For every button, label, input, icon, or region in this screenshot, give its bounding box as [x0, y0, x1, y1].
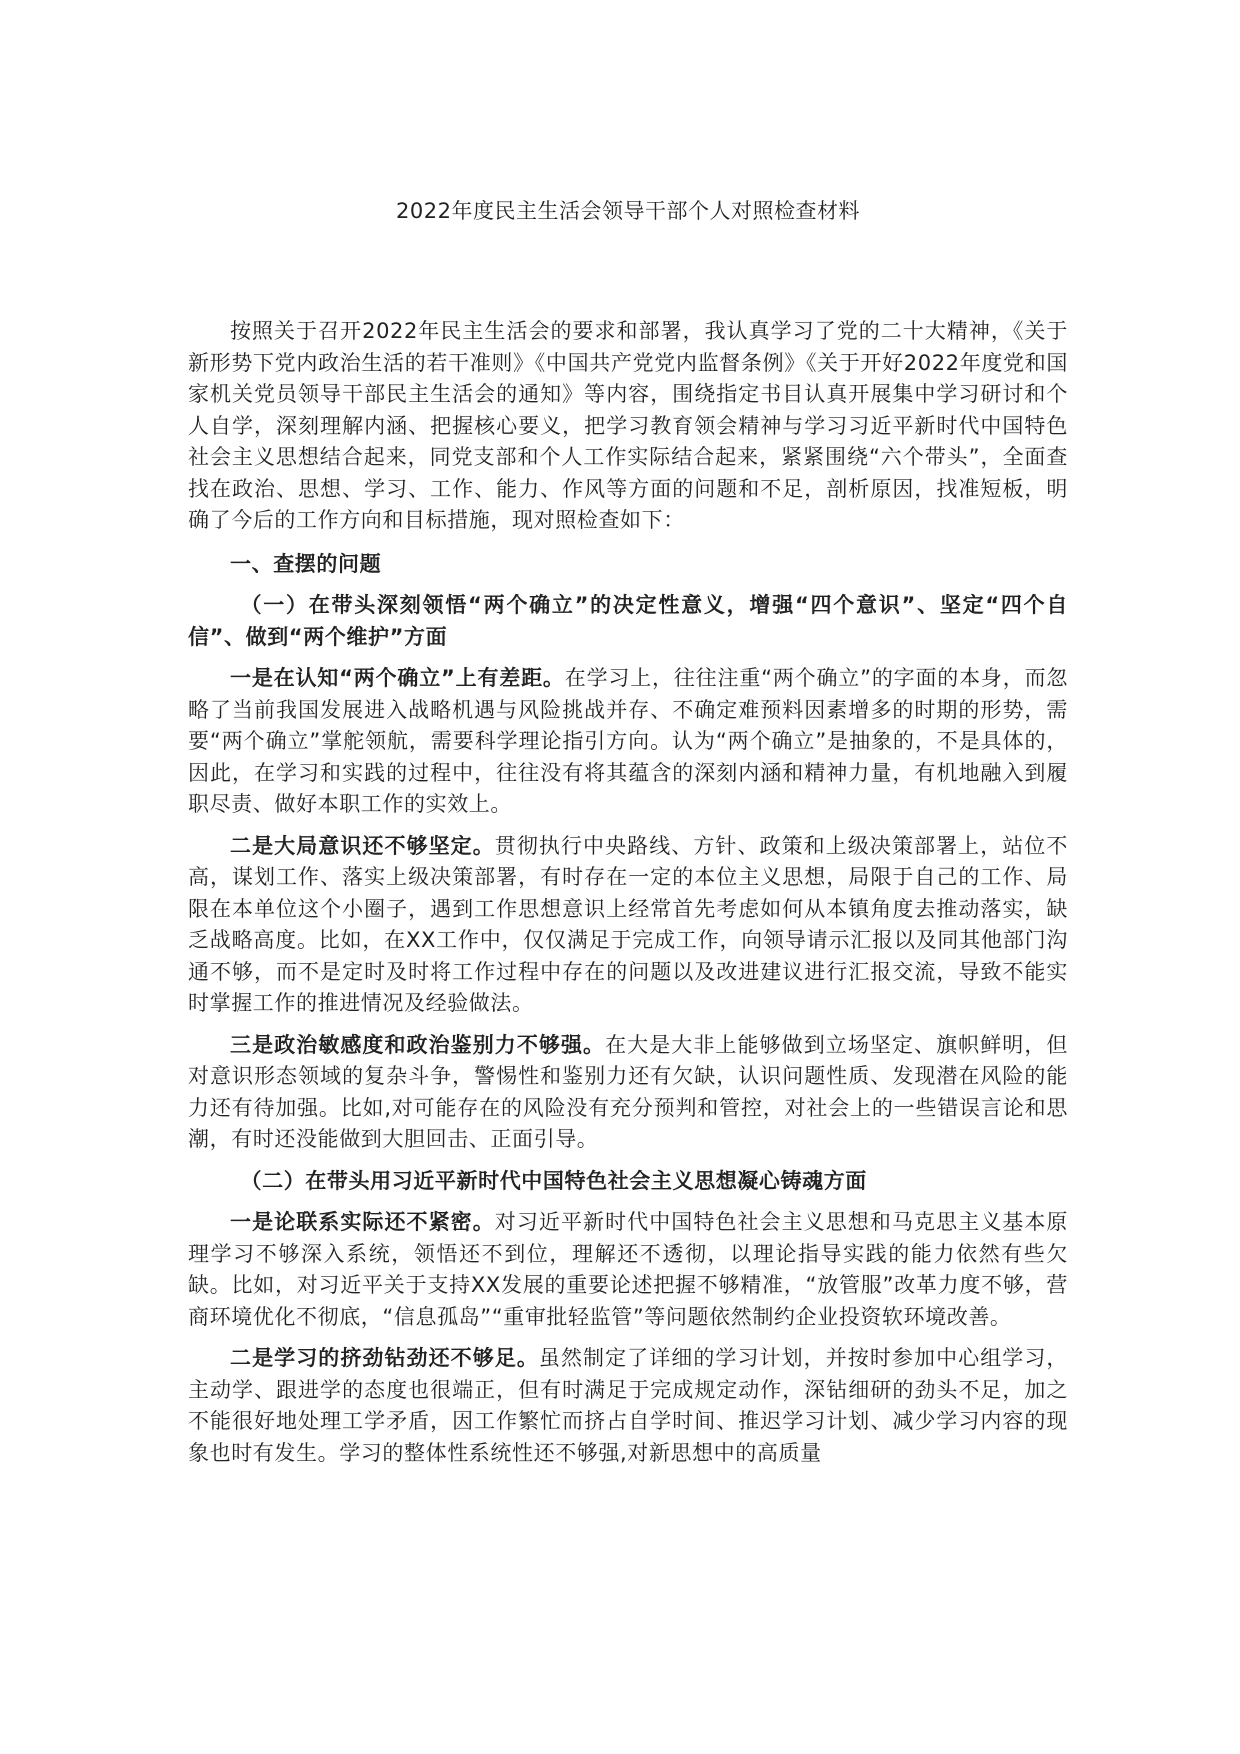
- document-page: [188, 0, 1068, 1754]
- paragraph-lead: 三是政治敏感度和政治鉴别力不够强。: [230, 1032, 606, 1057]
- paragraph-text: 在大是大非上能够做到立场坚定、旗帜鲜明，但对意识形态领域的复杂斗争，警惕性和鉴别力还有欠缺，认识问题性质、发现潜在风险的能力还有待加强。比如,对可能存在的风险没有充分预判和管控，对社会上的一些错误言论和思潮，有时还没能做到大胆回击、正面引导。: [188, 1032, 1068, 1151]
- section-heading: 一、查摆的问题: [230, 551, 382, 576]
- paragraph-text: 在学习上，往往注重“两个确立”的字面的本身，而忽略了当前我国发展进入战略机遇与风险挑战并存、不确定难预料因素增多的时期的形势，需要“两个确立”掌舵领航，需要科学理论指引方向。认为“两个确立”是抽象的，不是具体的，因此，在学习和实践的过程中，往往没有将其蕴含的深刻内涵和精神力量，有机地融入到履职尽责、做好本职工作的实效上。: [188, 666, 1068, 816]
- intro-paragraph: 按照关于召开2022年民主生活会的要求和部署，我认真学习了党的二十大精神，《关于新形势下党内政治生活的若干准则》《中国共产党党内监督条例》《关于开好2022年度党和国家机关党员领导干部民主生活会的通知》等内容，围绕指定书目认真开展集中学习研讨和个人自学，深刻理解内涵、把握核心要义，把学习教育领会精神与学习习近平新时代中国特色社会主义思想结合起来，同党支部和个人工作实际结合起来，紧紧围绕“六个带头”，全面查找在政治、思想、学习、工作、能力、作风等方面的问题和不足，剖析原因，找准短板，明确了今后的工作方向和目标措施，现对照检查如下：: [188, 319, 1068, 532]
- paragraph-lead: 二是大局意识还不够坚定。: [230, 833, 495, 858]
- document-body: [188, 316, 1068, 1479]
- paragraph-text: 虽然制定了详细的学习计划，并按时参加中心组学习，主动学、跟进学的态度也很端正，但有时满足于完成规定动作，深钻细研的劲头不足，加之不能很好地处理工学矛盾，因工作繁忙而挤占自学时间、推迟学习计划、减少学习内容的现象也时有发生。学习的整体性系统性还不够强,对新思想中的高质量: [188, 1346, 1068, 1465]
- paragraph-a2: [188, 831, 1068, 1020]
- subsection-heading-1: （一）在带头深刻领悟“两个确立”的决定性意义，增强“四个意识”、坚定“四个自信”、做到“两个维护”方面: [188, 593, 1068, 649]
- paragraph-a1: [188, 663, 1068, 821]
- paragraph-lead: 二是学习的挤劲钻劲还不够足。: [230, 1346, 539, 1370]
- paragraph-a3: [188, 1030, 1068, 1156]
- paragraph-text: 对习近平新时代中国特色社会主义思想和马克思主义基本原理学习不够深入系统，领悟还不到位，理解还不透彻，以理论指导实践的能力依然有些欠缺。比如，对习近平关于支持XX发展的重要论述把握不够精准，“放管服”改革力度不够，营商环境优化不彻底，“信息孤岛”“重审批轻监管”等问题依然制约企业投资软环境改善。: [188, 1210, 1068, 1329]
- paragraph-b2: [188, 1343, 1068, 1469]
- paragraph-lead: 一是在认知“两个确立”上有差距。: [230, 666, 565, 690]
- document-title: 2022年度民主生活会领导干部个人对照检查材料: [396, 199, 860, 223]
- subsection-heading-2: （二）在带头用习近平新时代中国特色社会主义思想凝心铸魂方面: [240, 1168, 867, 1193]
- paragraph-lead: 一是论联系实际还不紧密。: [230, 1210, 495, 1234]
- paragraph-b1: [188, 1207, 1068, 1333]
- paragraph-text: 贯彻执行中央路线、方针、政策和上级决策部署上，站位不高，谋划工作、落实上级决策部署，有时存在一定的本位主义思想，局限于自己的工作、局限在本单位这个小圈子，遇到工作思想意识上经常首先考虑如何从本镇角度去推动落实，缺乏战略高度。比如，在XX工作中，仅仅满足于完成工作，向领导请示汇报以及同其他部门沟通不够，而不是定时及时将工作过程中存在的问题以及改进建议进行汇报交流，导致不能实时掌握工作的推进情况及经验做法。: [188, 833, 1068, 1015]
